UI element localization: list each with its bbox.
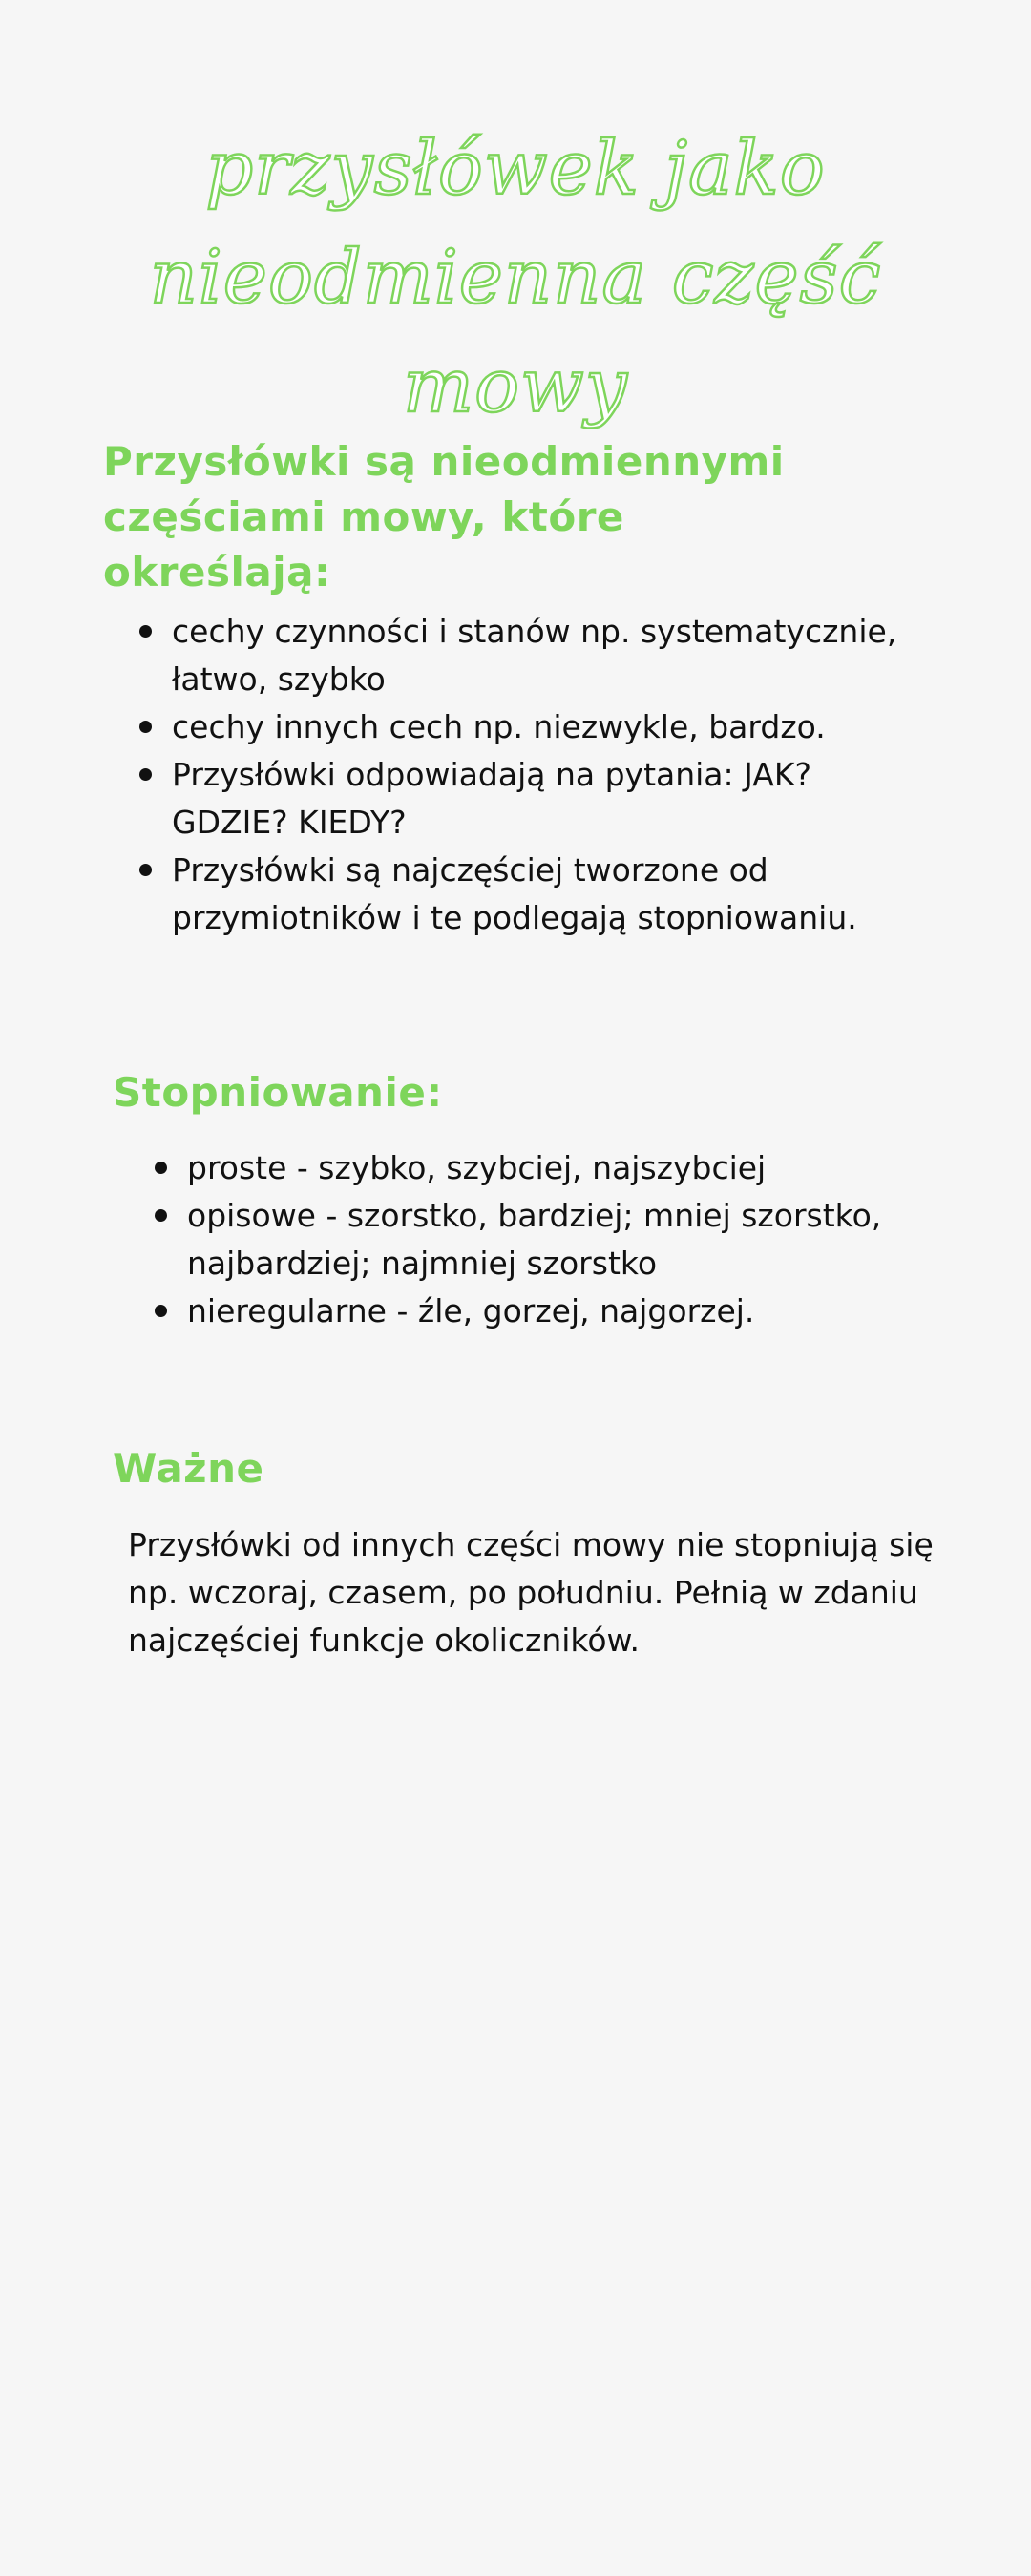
grading-list xyxy=(187,1144,932,1335)
important-text: Przysłówki od innych części mowy nie stopniują się np. wczoraj, czasem, po południu. Pełnią w zdaniu najczęściej funkcje okoliczników. xyxy=(128,1526,934,1659)
intro-list xyxy=(172,608,936,942)
list-item xyxy=(172,608,936,703)
bullet-icon xyxy=(139,625,152,638)
list-item xyxy=(187,1288,932,1335)
list-item xyxy=(172,847,936,942)
grading-heading: Stopniowanie: xyxy=(113,1069,443,1116)
list-item xyxy=(172,703,936,751)
intro-heading: Przysłówki są nieodmiennymi częściami mowy, które określają: xyxy=(103,438,785,596)
bullet-icon xyxy=(155,1209,167,1222)
bullet-icon xyxy=(155,1162,167,1174)
list-item xyxy=(187,1192,932,1288)
bullet-icon xyxy=(155,1305,167,1317)
list-item-text: Przysłówki są najczęściej tworzone od przymiotników i te podlegają stopniowaniu. xyxy=(172,851,857,936)
list-item-text: Przysłówki odpowiadają na pytania: JAK? GDZIE? KIEDY? xyxy=(172,756,812,841)
list-item-text: proste - szybko, szybciej, najszybciej xyxy=(187,1149,767,1186)
list-item-text: opisowe - szorstko, bardziej; mniej szorstko, najbardziej; najmniej szorstko xyxy=(187,1197,882,1282)
bullet-icon xyxy=(139,864,152,876)
list-item-text: cechy czynności i stanów np. systematycznie, łatwo, szybko xyxy=(172,613,897,698)
list-item xyxy=(187,1144,932,1192)
bullet-icon xyxy=(139,721,152,733)
important-heading: Ważne xyxy=(113,1445,264,1492)
list-item-text: nieregularne - źle, gorzej, najgorzej. xyxy=(187,1292,755,1330)
page-title: przysłówek jako nieodmienna część mowy xyxy=(149,126,882,429)
list-item-text: cechy innych cech np. niezwykle, bardzo. xyxy=(172,708,826,745)
list-item xyxy=(172,751,936,847)
bullet-icon xyxy=(139,768,152,781)
